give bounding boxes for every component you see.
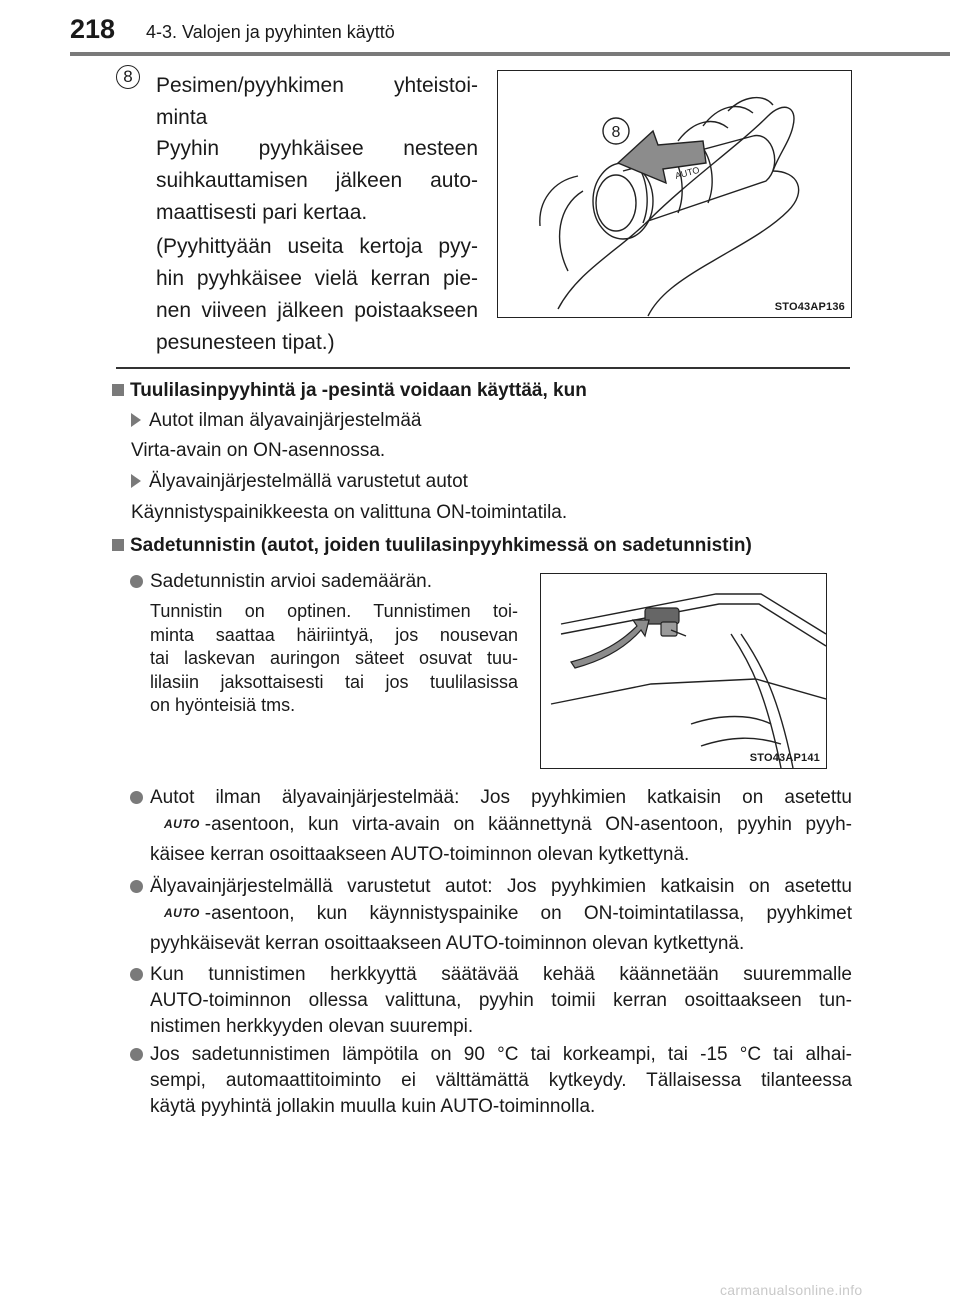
triangle-bullet-icon bbox=[131, 413, 141, 427]
sensor-item bbox=[150, 569, 518, 595]
text-line: Kun tunnistimen herkkyyttä säätävää kehää käännetään suuremmalle bbox=[150, 964, 852, 985]
wiper-lever-figure bbox=[497, 70, 852, 318]
text-line: sempi, automaattitoiminto ei välttämättä kytkeydy. Tällaisessa tilanteessa bbox=[150, 1070, 852, 1091]
text-line: (Pyyhittyään useita kertoja pyy- bbox=[156, 235, 478, 258]
text-line: minta saattaa häiriintyä, jos nousevan bbox=[150, 624, 518, 645]
header-rule bbox=[70, 52, 950, 56]
section-title: 4-3. Valojen ja pyyhinten käyttö bbox=[146, 22, 395, 42]
text-line bbox=[150, 900, 852, 927]
rain-sensor-icon bbox=[645, 608, 686, 636]
windshield-illustration bbox=[541, 574, 826, 768]
pointer-arrow-icon bbox=[571, 620, 649, 668]
heading-text: Tuulilasinpyyhintä ja -pesintä voidaan käyttää, kun bbox=[130, 380, 587, 401]
sensor-note bbox=[150, 1042, 852, 1120]
sensor-heading bbox=[112, 533, 857, 559]
stalk-auto-label: AUTO bbox=[673, 164, 701, 181]
wiper-lever-illustration bbox=[498, 71, 851, 317]
sensor-description bbox=[150, 600, 518, 718]
text-line: on hyönteisiä tms. bbox=[150, 695, 296, 715]
rain-sensor-figure bbox=[540, 573, 827, 769]
figure-code: STO43AP141 bbox=[749, 752, 820, 764]
condition-text: Käynnistyspainikkeesta on valittuna ON-toimintatila. bbox=[131, 502, 568, 523]
callout-number: 8 bbox=[611, 124, 621, 141]
dot-bullet-icon bbox=[130, 575, 143, 588]
sensor-note bbox=[150, 874, 852, 957]
text-line: suihkauttamisen jälkeen auto- bbox=[156, 169, 478, 192]
auto-mode-icon: AUTO bbox=[164, 906, 200, 920]
condition-text: Virta-avain on ON-asennossa. bbox=[131, 440, 386, 461]
text-line: Pyyhin pyyhkäisee nesteen bbox=[156, 137, 478, 160]
text-line bbox=[150, 811, 852, 838]
washer-description bbox=[156, 133, 478, 229]
triangle-bullet-icon bbox=[131, 474, 141, 488]
dot-bullet-icon bbox=[130, 791, 143, 804]
text-line: pesunesteen tipat.) bbox=[156, 331, 335, 354]
line-text: -asentoon, kun käynnistyspainike on ON-toimintatilassa, pyyhkimet bbox=[204, 903, 852, 924]
text-line: Jos sadetunnistimen lämpötila on 90 °C tai korkeampi, tai -15 °C tai alhai- bbox=[150, 1044, 852, 1065]
text-line: minta bbox=[156, 106, 208, 129]
text-line: hin pyyhkäisee vielä kerran pie- bbox=[156, 267, 478, 290]
page-number: 218 bbox=[70, 14, 116, 44]
heading-text: Sadetunnistin (autot, joiden tuulilasinpyyhkimessä on sadetunnistin) bbox=[130, 535, 752, 556]
text-line: Älyavainjärjestelmällä varustetut autot: Jos pyyhkimien katkaisin on asetettu bbox=[150, 876, 852, 897]
text-line: Tunnistin on optinen. Tunnistimen toi- bbox=[150, 601, 518, 621]
operation-heading bbox=[112, 378, 852, 404]
washer-note bbox=[156, 231, 478, 359]
text-line: Autot ilman älyavainjärjestelmää: Jos pyyhkimien katkaisin on asetettu bbox=[150, 787, 852, 808]
text-line: pyyhkäisevät kerran osoittaakseen AUTO-toiminnon olevan kytkettynä. bbox=[150, 933, 745, 954]
washer-title bbox=[156, 70, 478, 134]
dot-bullet-icon bbox=[130, 968, 143, 981]
section-divider bbox=[116, 367, 850, 369]
label-text: Autot ilman älyavainjärjestelmää bbox=[149, 410, 422, 431]
sensor-note bbox=[150, 962, 852, 1040]
sensor-note bbox=[150, 785, 852, 868]
auto-mode-icon: AUTO bbox=[164, 817, 200, 831]
dot-bullet-icon bbox=[130, 1048, 143, 1061]
text-line: Pesimen/pyyhkimen yhteistoi- bbox=[156, 74, 478, 97]
dot-bullet-icon bbox=[130, 880, 143, 893]
text-line: käisee kerran osoittaakseen AUTO-toiminnon olevan kytkettynä. bbox=[150, 844, 690, 865]
watermark: carmanualsonline.info bbox=[720, 1282, 863, 1298]
step-marker: 8 bbox=[116, 65, 140, 89]
condition-label bbox=[131, 469, 468, 495]
text-line: Sadetunnistin arvioi sademäärän. bbox=[150, 571, 433, 592]
text-line: käytä pyyhintä jollakin muulla kuin AUTO-toiminnolla. bbox=[150, 1096, 596, 1117]
line-text: -asentoon, kun virta-avain on käännettynä ON-asentoon, pyyhin pyyh- bbox=[204, 814, 852, 835]
text-line: tai laskevan auringon säteet osuvat tuu- bbox=[150, 648, 518, 668]
label-text: Älyavainjärjestelmällä varustetut autot bbox=[149, 471, 468, 492]
text-line: maattisesti pari kertaa. bbox=[156, 201, 368, 224]
text-line: nistimen herkkyyden olevan suurempi. bbox=[150, 1016, 474, 1037]
square-bullet-icon bbox=[112, 384, 124, 396]
text-line: nen viiveen jälkeen poistaakseen bbox=[156, 299, 478, 322]
text-line: lilasiin jaksottaisesti tai jos tuulilasissa bbox=[150, 671, 518, 692]
text-line: AUTO-toiminnon ollessa valittuna, pyyhin toimii kerran osoittaakseen tun- bbox=[150, 990, 852, 1011]
condition-label bbox=[131, 408, 421, 434]
square-bullet-icon bbox=[112, 539, 124, 551]
figure-code: STO43AP136 bbox=[774, 301, 845, 313]
